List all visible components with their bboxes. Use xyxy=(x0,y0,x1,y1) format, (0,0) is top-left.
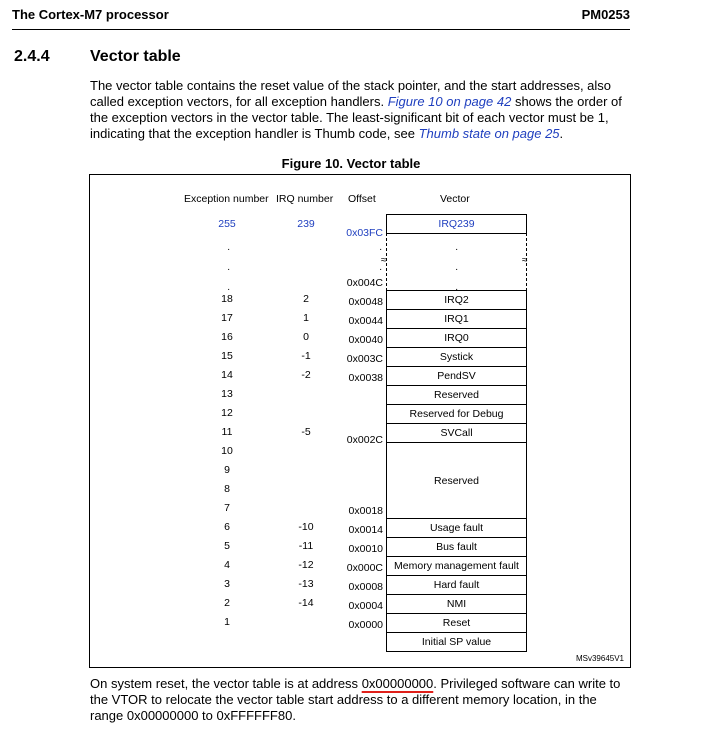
exception-number: 14 xyxy=(221,369,233,381)
vector-entry: Usage fault xyxy=(386,518,527,538)
section-title: Vector table xyxy=(90,48,181,65)
exception-number: 17 xyxy=(221,312,233,324)
irq-number: -1 xyxy=(301,350,311,362)
irq-number: 0 xyxy=(303,331,309,343)
figure-10-link[interactable]: Figure 10 on page 42 xyxy=(387,94,512,109)
exception-number-header: Exception number xyxy=(184,193,269,205)
offset-label: 0x0040 xyxy=(348,334,383,346)
intro-paragraph xyxy=(90,78,630,142)
exception-ellipsis: · · · xyxy=(227,244,231,295)
exception-number: 16 xyxy=(221,331,233,343)
offset-ellipsis: · · xyxy=(379,244,383,275)
page-header xyxy=(12,6,630,30)
para1-text-1: The vector table contains the reset value of the stack pointer, and the start addresses, also called exception vectors, for all exception handlers. xyxy=(90,78,612,109)
vector-entry: SVCall xyxy=(386,423,527,443)
vector-entry: Reserved xyxy=(386,385,527,405)
exception-number: 10 xyxy=(221,445,233,457)
offset-label: 0x0014 xyxy=(348,524,383,536)
vector-entry: Memory management fault xyxy=(386,556,527,576)
offset-label: 0x0048 xyxy=(348,296,383,308)
offset-label: 0x0044 xyxy=(348,315,383,327)
vector-entry: Bus fault xyxy=(386,537,527,557)
exception-number: 9 xyxy=(224,464,230,476)
exception-number: 11 xyxy=(221,426,233,438)
figure-id: MSv39645V1 xyxy=(575,654,624,663)
reset-address: 0x00000000 xyxy=(361,676,434,691)
irq-number: -2 xyxy=(301,369,311,381)
vector-irq239: IRQ239 xyxy=(386,214,527,234)
top-irq-number: 239 xyxy=(297,218,315,230)
vector-entry: Initial SP value xyxy=(386,632,527,652)
thumb-state-link[interactable]: Thumb state on page 25 xyxy=(418,126,560,141)
vector-entry: Hard fault xyxy=(386,575,527,595)
exception-number: 4 xyxy=(224,559,230,571)
vector-entry: IRQ0 xyxy=(386,328,527,348)
irq-number: 2 xyxy=(303,293,309,305)
exception-number: 1 xyxy=(224,616,230,628)
vector-entry: PendSV xyxy=(386,366,527,386)
offset-label: 0x0010 xyxy=(348,543,383,555)
offset-label: 0x0008 xyxy=(348,581,383,593)
vector-entry: Reserved for Debug xyxy=(386,404,527,424)
irq-number-header: IRQ number xyxy=(276,193,334,205)
right-break-mark-icon: ≈ xyxy=(522,255,528,266)
para1-text-2: shows the order of the exception vectors in the vector table. The least-significant bit of each vector must be 1, indicating that the exception handler is Thumb code, see xyxy=(90,94,622,141)
irq-number: -14 xyxy=(298,597,314,609)
vector-table-figure xyxy=(89,174,631,668)
reset-paragraph xyxy=(90,676,630,724)
para2-text-1: On system reset, the vector table is at address xyxy=(90,676,362,691)
vector-ellipsis: · · · xyxy=(455,244,459,295)
exception-number: 5 xyxy=(224,540,230,552)
vector-header: Vector xyxy=(440,193,470,205)
offset-label: 0x0004 xyxy=(348,600,383,612)
para1-text-3: . xyxy=(559,126,564,141)
offset-label: 0x003C xyxy=(346,353,383,365)
header-chapter: The Cortex-M7 processor xyxy=(12,7,169,22)
vector-entry: IRQ1 xyxy=(386,309,527,329)
exception-number: 15 xyxy=(221,350,233,362)
exception-number: 7 xyxy=(224,502,230,514)
vector-reserved-block: Reserved xyxy=(386,442,527,519)
exception-number: 18 xyxy=(221,293,233,305)
para2-text-2: . Privileged software can write to the VTOR to relocate the vector table start address to a different memory location, in the range 0x00000000 to 0xFFFFFF80. xyxy=(90,676,621,723)
irq-number: -13 xyxy=(298,578,314,590)
exception-number: 13 xyxy=(221,388,233,400)
vector-entry: IRQ2 xyxy=(386,290,527,310)
irq-number: -10 xyxy=(298,521,314,533)
exception-number: 3 xyxy=(224,578,230,590)
vector-entry: NMI xyxy=(386,594,527,614)
section-number: 2.4.4 xyxy=(14,48,50,65)
left-break-mark-icon: ≈ xyxy=(381,255,387,266)
figure-caption: Figure 10. Vector table xyxy=(281,156,421,171)
exception-number: 6 xyxy=(224,521,230,533)
offset-label: 0x0018 xyxy=(348,505,383,517)
offset-label: 0x002C xyxy=(346,434,383,446)
top-offset: 0x03FC xyxy=(346,227,383,239)
exception-number: 8 xyxy=(224,483,230,495)
offset-label: 0x0000 xyxy=(348,619,383,631)
offset-label: 0x0038 xyxy=(348,372,383,384)
offset-label: 0x000C xyxy=(346,562,383,574)
irq-number: -5 xyxy=(301,426,311,438)
vector-entry: Reset xyxy=(386,613,527,633)
offset-header: Offset xyxy=(348,193,376,205)
irq-number: -12 xyxy=(298,559,314,571)
irq-number: -11 xyxy=(298,540,314,552)
vector-entry: Systick xyxy=(386,347,527,367)
exception-number: 12 xyxy=(221,407,233,419)
irq-number: 1 xyxy=(303,312,309,324)
exception-number: 2 xyxy=(224,597,230,609)
top-exception-number: 255 xyxy=(218,218,236,230)
offset-label: 0x004C xyxy=(346,277,383,289)
header-doc-id: PM0253 xyxy=(581,7,630,22)
